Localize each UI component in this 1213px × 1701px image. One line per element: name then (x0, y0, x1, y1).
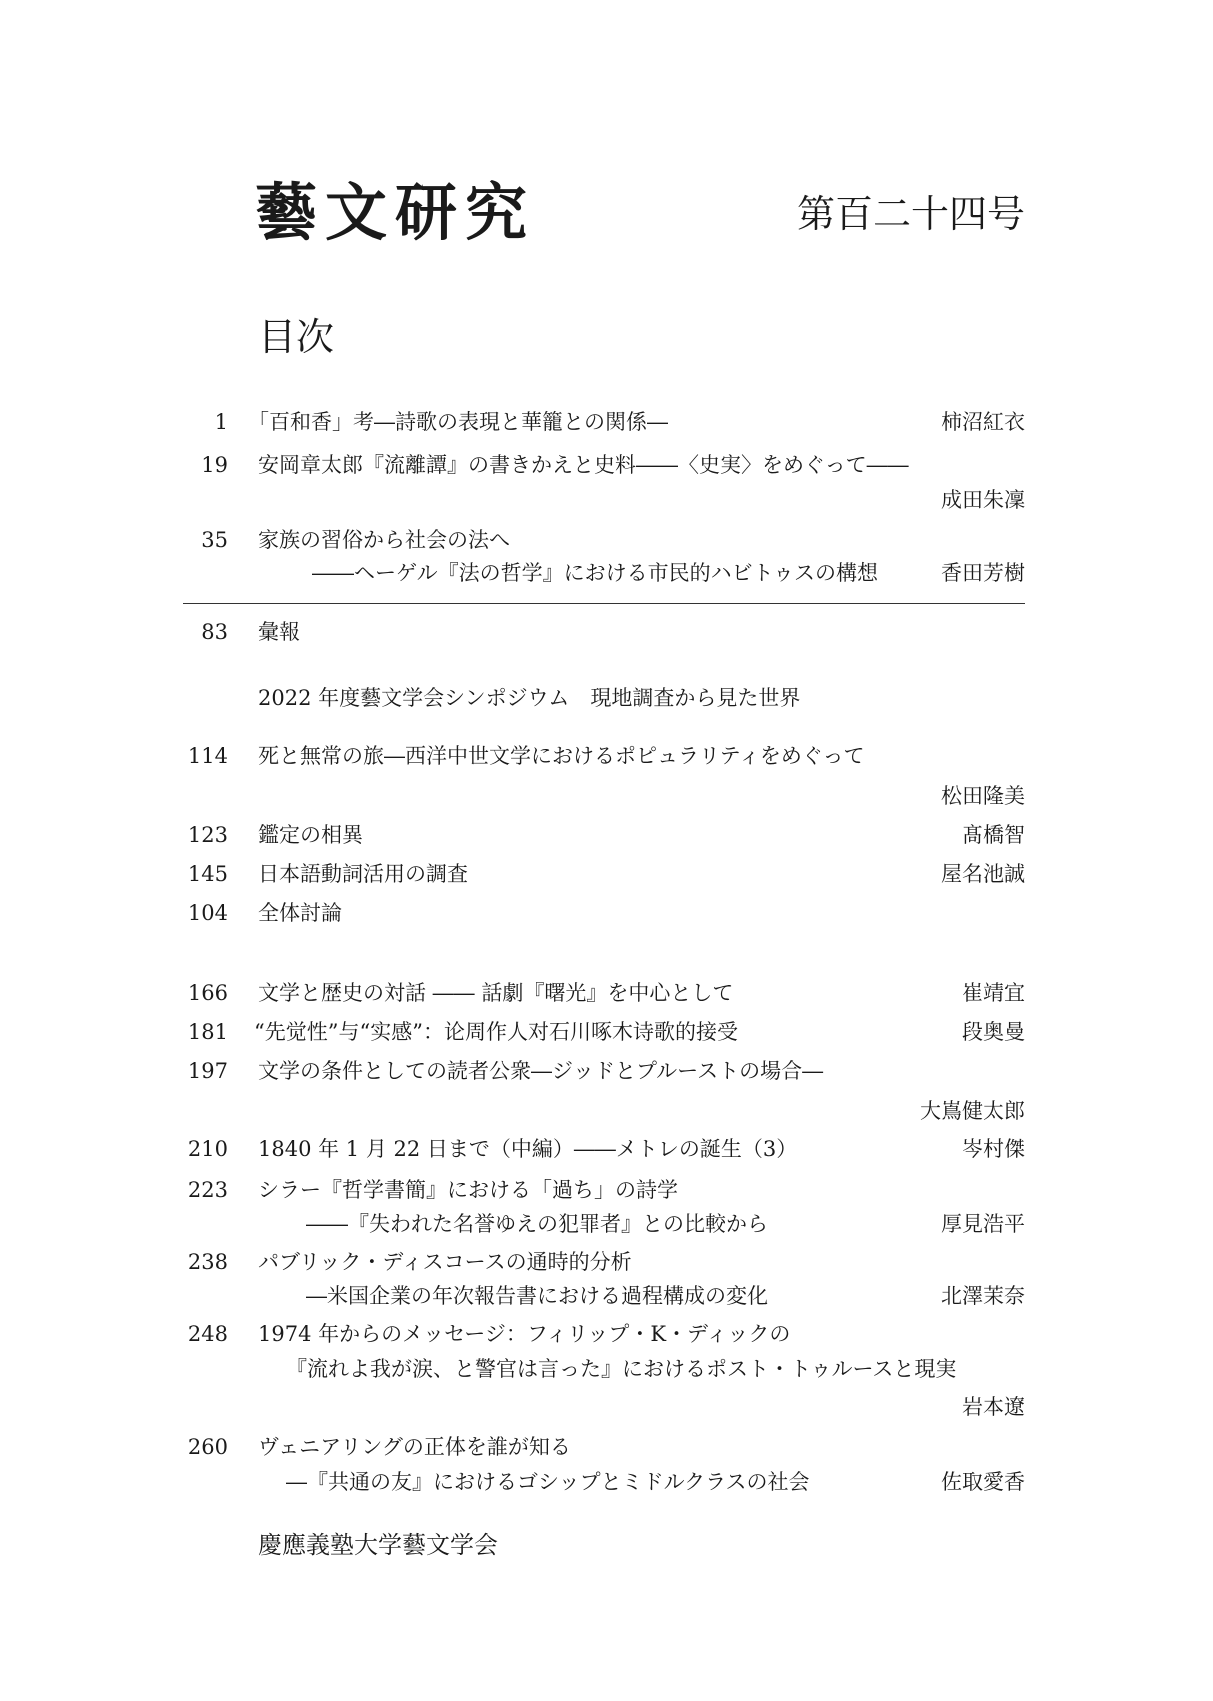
toc-page-number: 238 (187, 1250, 228, 1274)
toc-author: 成田朱凜 (941, 488, 1025, 512)
toc-author: 松田隆美 (941, 784, 1025, 808)
toc-page-number: 123 (187, 823, 228, 847)
toc-page-number: 197 (187, 1059, 228, 1083)
toc-author: 佐取愛香 (941, 1470, 1025, 1494)
toc-article-title: 家族の習俗から社会の法へ (258, 528, 510, 552)
toc-author: 段奥曼 (962, 1020, 1025, 1044)
toc-article-title: ヴェニアリングの正体を誰が知る (258, 1435, 571, 1459)
issue-number: 第百二十四号 (796, 192, 1025, 236)
toc-author: 北澤茉奈 (941, 1284, 1025, 1308)
toc-page-number: 104 (187, 901, 228, 925)
toc-author: 屋名池誠 (941, 862, 1025, 886)
toc-article-title: 「百和香」考―詩歌の表現と華籠との関係― (248, 410, 668, 434)
toc-article-subtitle: ――『失われた名誉ゆえの犯罪者』との比較から (306, 1212, 768, 1236)
toc-page-number: 223 (187, 1178, 228, 1202)
publisher-name: 慶應義塾大学藝文学会 (258, 1531, 498, 1559)
toc-page-number: 19 (201, 453, 228, 477)
toc-page-number: 83 (201, 620, 228, 644)
toc-article-title: パブリック・ディスコースの通時的分析 (258, 1250, 632, 1274)
toc-author: 岩本遼 (962, 1395, 1025, 1419)
toc-author: 岑村傑 (962, 1137, 1025, 1161)
toc-article-title: 1974 年からのメッセージ：フィリップ・K・ディックの (258, 1322, 791, 1346)
toc-author: 髙橋智 (962, 823, 1025, 847)
toc-page-number: 166 (187, 981, 228, 1005)
toc-article-title: 鑑定の相異 (258, 823, 363, 847)
toc-author: 崔靖宜 (962, 981, 1025, 1005)
toc-article-title: “先觉性”与“实感”：论周作人对石川啄木诗歌的接受 (254, 1020, 738, 1044)
toc-author: 大嶌健太郎 (920, 1099, 1025, 1123)
toc-page-number: 35 (201, 528, 228, 552)
toc-article-title: 全体討論 (258, 901, 342, 925)
toc-article-subtitle: ―『共通の友』におけるゴシップとミドルクラスの社会 (286, 1470, 810, 1494)
toc-article-title: 文学と歴史の対話 ―― 話劇『曙光』を中心として (258, 981, 734, 1005)
toc-article-subtitle: 『流れよ我が涙、と警官は言った』におけるポスト・トゥルースと現実 (286, 1357, 957, 1381)
toc-article-title: 文学の条件としての読者公衆―ジッドとプルーストの場合― (258, 1059, 824, 1083)
toc-author: 柿沼紅衣 (941, 410, 1025, 434)
toc-article-title: シラー『哲学書簡』における「過ち」の詩学 (258, 1178, 678, 1202)
toc-article-title: 1840 年 1 月 22 日まで（中編）――メトレの誕生（3） (258, 1137, 798, 1161)
toc-page-number: 210 (187, 1137, 228, 1161)
toc-article-title: 日本語動詞活用の調査 (258, 862, 468, 886)
bulletin-label: 彙報 (258, 620, 300, 644)
toc-article-title: 安岡章太郎『流離譚』の書きかえと史料――〈史実〉をめぐって―― (258, 453, 909, 477)
toc-author: 厚見浩平 (941, 1212, 1025, 1236)
toc-page-number: 145 (187, 862, 228, 886)
journal-title: 藝文研究 (255, 176, 536, 249)
toc-page-number: 248 (187, 1322, 228, 1346)
toc-heading: 目次 (258, 315, 335, 359)
symposium-title: 2022 年度藝文学会シンポジウム 現地調査から見た世界 (258, 686, 801, 710)
section-divider (183, 603, 1025, 604)
toc-article-title: 死と無常の旅―西洋中世文学におけるポピュラリティをめぐって (258, 744, 865, 768)
toc-page-number: 260 (187, 1435, 228, 1459)
toc-page-number: 114 (187, 744, 228, 768)
toc-page-number: 1 (214, 410, 228, 434)
toc-article-subtitle: ――ヘーゲル『法の哲学』における市民的ハビトゥスの構想 (312, 561, 879, 585)
toc-page-number: 181 (187, 1020, 228, 1044)
toc-author: 香田芳樹 (941, 561, 1025, 585)
toc-article-subtitle: ―米国企業の年次報告書における過程構成の変化 (306, 1284, 768, 1308)
